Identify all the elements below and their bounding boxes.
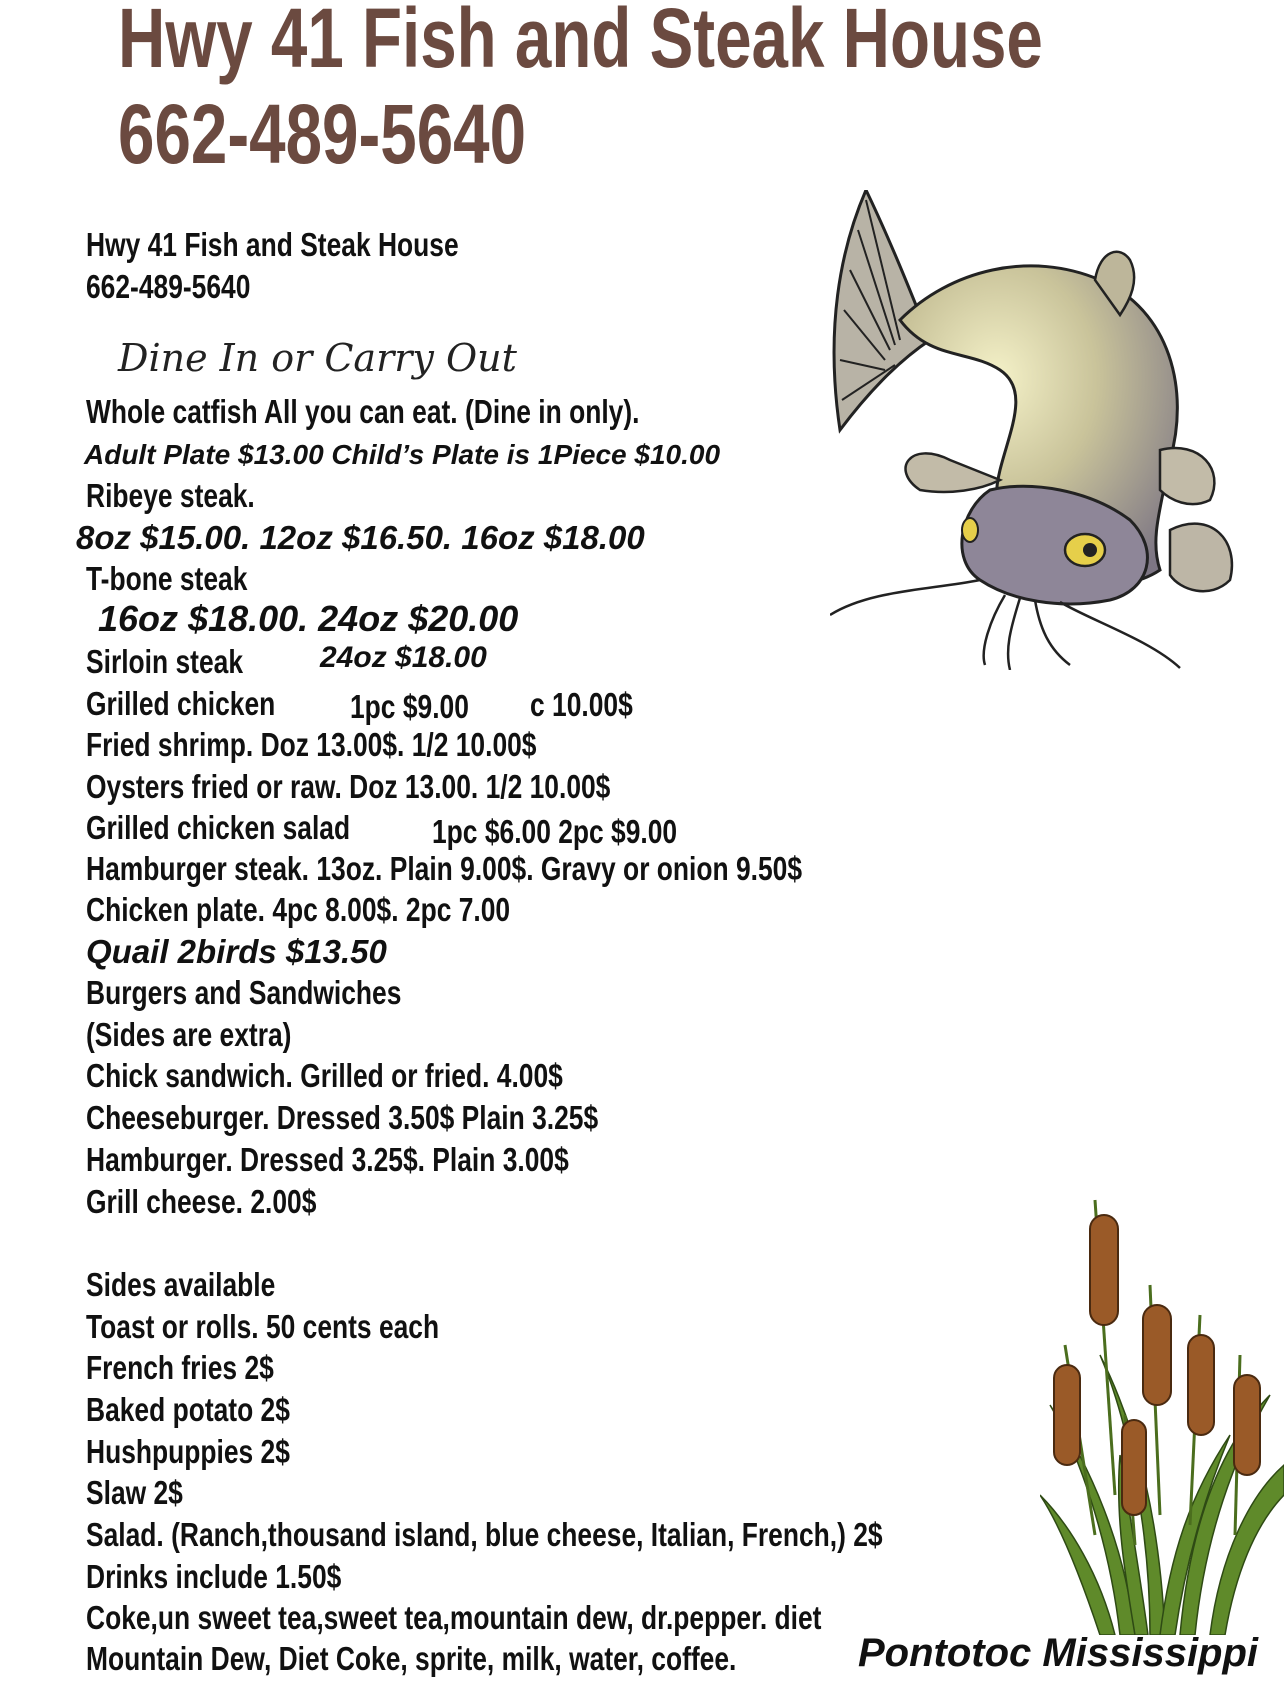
grilled-chicken-c: c 10.00$ [530,686,633,723]
drinks-line-1: Coke,un sweet tea,sweet tea,mountain dew, dr.pepper. diet [86,1599,822,1636]
ribeye-title: Ribeye steak. [86,477,255,514]
dine-option-text: Dine In or Carry Out [118,336,517,380]
sirloin-title: Sirloin steak [86,643,243,680]
fried-shrimp: Fried shrimp. Doz 13.00$. 1/2 10.00$ [86,726,537,763]
tbone-title: T-bone steak [86,560,248,597]
side-fries: French fries 2$ [86,1349,274,1386]
side-slaw: Slaw 2$ [86,1474,183,1511]
catfish-icon [830,190,1270,670]
catfish-prices: Adult Plate $13.00 Child’s Plate is 1Piece $10.00 [84,439,721,470]
grill-cheese: Grill cheese. 2.00$ [86,1183,317,1220]
chicken-plate: Chicken plate. 4pc 8.00$. 2pc 7.00 [86,891,511,928]
header-restaurant-name: Hwy 41 Fish and Steak House [118,0,1043,85]
info-restaurant-name: Hwy 41 Fish and Steak House [86,226,459,263]
chick-sandwich: Chick sandwich. Grilled or fried. 4.00$ [86,1057,563,1094]
ribeye-prices: 8oz $15.00. 12oz $16.50. 16oz $18.00 [76,519,645,556]
burgers-heading: Burgers and Sandwiches [86,974,402,1011]
cheeseburger: Cheeseburger. Dressed 3.50$ Plain 3.25$ [86,1099,599,1136]
side-toast: Toast or rolls. 50 cents each [86,1308,440,1345]
oysters: Oysters fried or raw. Doz 13.00. 1/2 10.00$ [86,768,611,805]
grilled-chicken-1pc: 1pc $9.00 [350,688,469,725]
header-phone: 662-489-5640 [118,87,527,181]
sirloin-price: 24oz $18.00 [320,641,487,674]
hamburger-steak: Hamburger steak. 13oz. Plain 9.00$. Gravy or onion 9.50$ [86,850,803,887]
grilled-chicken-salad-prices: 1pc $6.00 2pc $9.00 [432,813,678,850]
sides-extra-note: (Sides are extra) [86,1016,292,1053]
sides-heading: Sides available [86,1266,276,1303]
side-potato: Baked potato 2$ [86,1391,290,1428]
grilled-chicken-salad-title: Grilled chicken salad [86,809,351,846]
side-salad: Salad. (Ranch,thousand island, blue cheese, Italian, French,) 2$ [86,1516,883,1553]
side-hushpuppies: Hushpuppies 2$ [86,1433,290,1470]
tbone-prices: 16oz $18.00. 24oz $20.00 [98,598,519,639]
drinks-price: Drinks include 1.50$ [86,1558,342,1595]
hamburger: Hamburger. Dressed 3.25$. Plain 3.00$ [86,1141,569,1178]
cattail-icon [1040,1195,1284,1635]
location-text: Pontotoc Mississippi [858,1631,1259,1675]
info-phone: 662-489-5640 [86,268,251,305]
catfish-title: Whole catfish All you can eat. (Dine in only). [86,393,640,430]
quail: Quail 2birds $13.50 [86,933,387,970]
grilled-chicken-title: Grilled chicken [86,685,276,722]
drinks-line-2: Mountain Dew, Diet Coke, sprite, milk, water, coffee. [86,1640,737,1677]
